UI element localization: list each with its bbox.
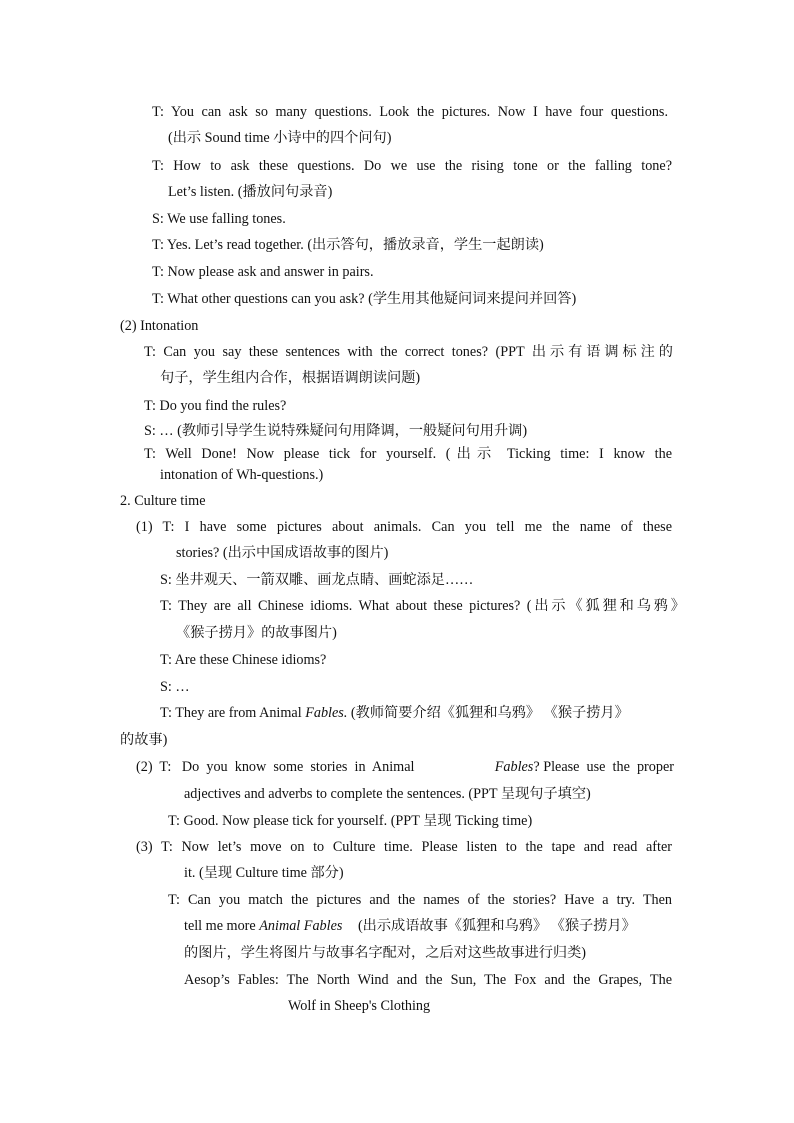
line-18: stories? (出示中国成语故事的图片)	[176, 545, 389, 561]
line-24-a: T: They are from Animal	[160, 705, 302, 721]
line-26-a: (2) T: Do you know some stories in Animal	[136, 759, 415, 775]
line-33: 的图片，学生将图片与故事名字配对，之后对这些故事进行归类)	[184, 945, 586, 961]
line-29: (3) T: Now let’s move on to Culture time. Please listen to the tape and read after	[136, 839, 672, 855]
line-24	[160, 704, 629, 722]
line-31: T: Can you match the pictures and the names of the stories? Have a try. Then	[168, 892, 672, 908]
line-27: adjectives and adverbs to complete the sentences. (PPT 呈现句子填空)	[184, 786, 591, 802]
line-32-a: tell me more	[184, 918, 256, 934]
line-3: T: How to ask these questions. Do we use the rising tone or the falling tone?	[152, 158, 672, 174]
line-2: (出示 Sound time 小诗中的四个问句)	[168, 130, 392, 146]
line-13: S: … (教师引导学生说特殊疑问句用降调，一般疑问句用升调)	[144, 423, 528, 439]
line-17: (1) T: I have some pictures about animals. Can you tell me the name of these	[136, 519, 672, 535]
line-32-italic: Animal Fables	[259, 918, 343, 934]
line-24-italic: Fables.	[305, 705, 348, 721]
line-26	[136, 758, 674, 776]
line-34: Aesop’s Fables: The North Wind and the Sun, The Fox and the Grapes, The	[184, 972, 672, 988]
line-30: it. (呈现 Culture time 部分)	[184, 865, 344, 881]
line-9: (2) Intonation	[120, 318, 199, 334]
line-8: T: What other questions can you ask? (学生用其他疑问词来提问并回答)	[152, 291, 577, 307]
line-7: T: Now please ask and answer in pairs.	[152, 264, 374, 280]
line-26-b: ? Please use the proper	[533, 759, 674, 775]
line-12: T: Do you find the rules?	[144, 398, 287, 414]
line-32	[184, 917, 636, 935]
line-22: T: Are these Chinese idioms?	[160, 652, 327, 668]
line-28: T: Good. Now please tick for yourself. (PPT 呈现 Ticking time)	[168, 813, 533, 829]
line-10: T: Can you say these sentences with the correct tones? (PPT 出示有语调标注的	[144, 344, 673, 360]
line-19: S: 坐井观天、一箭双雕、画龙点睛、画蛇添足……	[160, 572, 474, 588]
line-6: T: Yes. Let’s read together. (出示答句，播放录音，学生一起朗读)	[152, 237, 544, 253]
line-35: Wolf in Sheep's Clothing	[288, 998, 431, 1014]
line-23: S: …	[160, 679, 190, 695]
line-14: T: Well Done! Now please tick for yourself. (出示 Ticking time: I know the	[144, 446, 672, 462]
line-21: 《猴子捞月》的故事图片)	[176, 625, 337, 641]
line-25: 的故事)	[120, 732, 168, 748]
line-26-mid	[495, 758, 674, 776]
line-32-b: (出示成语故事《狐狸和乌鸦》 《猴子捞月》	[357, 918, 636, 934]
line-11: 句子，学生组内合作，根据语调朗读问题)	[160, 370, 421, 386]
line-5: S: We use falling tones.	[152, 211, 286, 227]
line-1: T: You can ask so many questions. Look the pictures. Now I have four questions.	[152, 104, 668, 120]
line-20: T: They are all Chinese idioms. What about these pictures? (出示《狐狸和乌鸦》	[160, 598, 685, 614]
line-16: 2. Culture time	[120, 493, 206, 509]
line-24-b: (教师简要介绍《狐狸和乌鸦》 《猴子捞月》	[350, 705, 629, 721]
line-4: Let’s listen. (播放问句录音)	[168, 184, 333, 200]
line-26-italic: Fables	[494, 759, 534, 775]
line-15: intonation of Wh-questions.)	[160, 467, 324, 483]
